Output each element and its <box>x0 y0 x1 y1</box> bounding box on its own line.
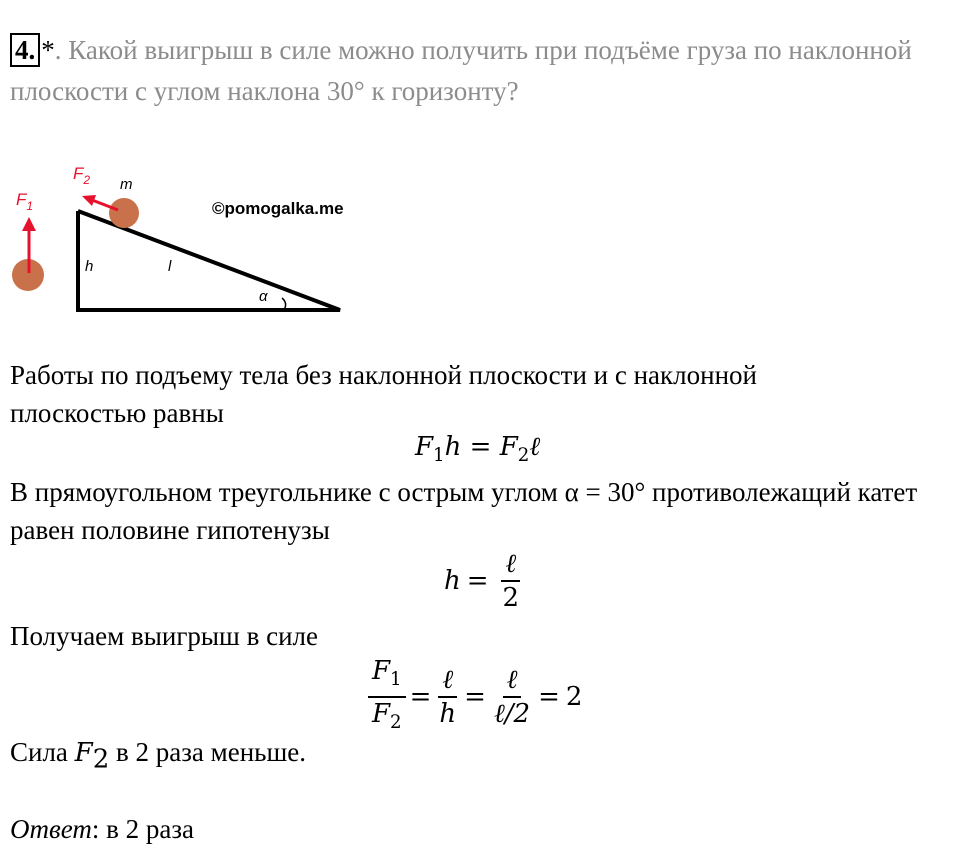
f1-label: $F_1$ <box>16 190 34 213</box>
answer-label: Ответ <box>10 814 92 844</box>
solution-paragraph-1: Работы по подъему тела без наклонной плоскости и с наклонной плоскостью равны <box>10 360 757 428</box>
problem-number: 4. <box>10 33 40 67</box>
f2-label: $F_2$ <box>73 164 91 187</box>
problem-statement <box>10 30 940 112</box>
problem-text: . Какой выигрыш в силе можно получить при подъёме груза по наклонной плоскости с углом наклона 30° к горизонту? <box>10 35 912 106</box>
answer-text: : в 2 раза <box>91 814 194 844</box>
problem-star: * <box>41 35 55 65</box>
answer <box>10 810 610 848</box>
equation-work-equality: $F_1h$ = $F_2\ell$ <box>415 432 541 467</box>
inclined-plane-figure <box>0 155 400 325</box>
f2-arrowhead <box>82 195 96 206</box>
m-label: m <box>120 176 133 193</box>
h-label: h <box>85 258 94 275</box>
solution-paragraph-2: В прямоугольном треугольнике с острым углом α = 30° противолежащий катет равен половине гипотенузы <box>10 477 918 545</box>
solution-paragraph-4: Сила $F_2$ в 2 раза меньше. <box>10 737 307 775</box>
ball-on-slope <box>109 198 139 228</box>
watermark: ©pomogalka.me <box>212 199 344 218</box>
equation-h-half-l: h = $\frac{\text{ℓ}}{2}$ <box>444 549 520 613</box>
l-label: l <box>168 258 172 275</box>
solution-paragraph-3: Получаем выигрыш в силе <box>10 621 318 651</box>
equation-force-gain: $\frac{F_1}{F_2}$ = $\frac{\text{ℓ}}{h}$ = $\frac{\text{ℓ}}{\text{ℓ/2}}$ = 2 <box>364 655 582 739</box>
f1-arrowhead <box>22 217 36 231</box>
alpha-label: α <box>259 288 268 305</box>
